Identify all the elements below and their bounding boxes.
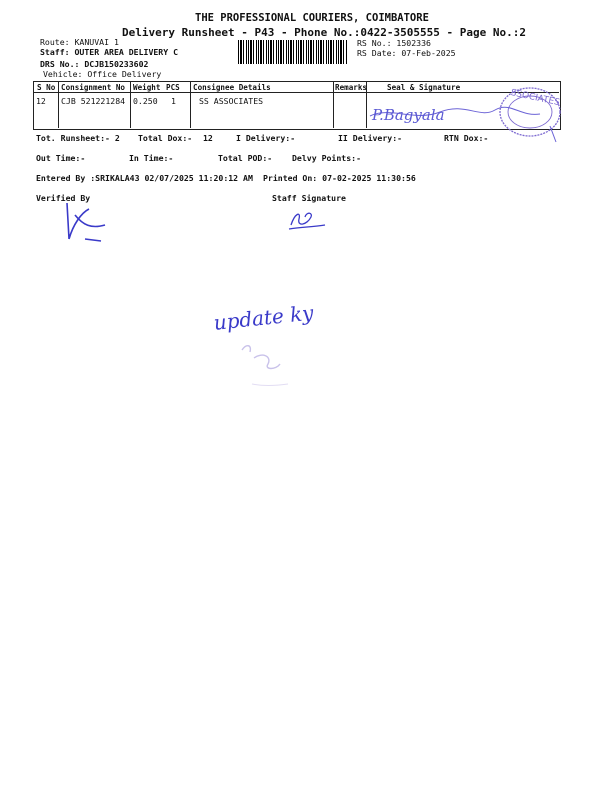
note-text: update ky bbox=[212, 300, 315, 335]
col-header-sno: S No bbox=[37, 83, 56, 92]
row-consignment-no: CJB 521221284 bbox=[61, 96, 126, 106]
tot-runsheet: Tot. Runsheet:- 2 bbox=[36, 133, 120, 143]
handwritten-note bbox=[210, 292, 340, 342]
total-pod: Total POD:- bbox=[218, 153, 273, 163]
rtn-dox: RTN Dox:- bbox=[444, 133, 489, 143]
row-sno: 12 bbox=[36, 96, 46, 106]
col-header-remarks: Remarks bbox=[335, 83, 368, 92]
row-consignee: SS ASSOCIATES bbox=[199, 96, 264, 106]
ii-delivery: II Delivery:- bbox=[338, 133, 403, 143]
staff-signature-mark bbox=[285, 205, 330, 235]
total-dox-value: 12 bbox=[203, 133, 213, 143]
i-delivery: I Delivery:- bbox=[236, 133, 296, 143]
seal-signature-name: P.Bagyala bbox=[372, 106, 445, 124]
row-weight: 0.250 bbox=[133, 96, 158, 106]
faint-stamp bbox=[232, 340, 302, 400]
company-title: THE PROFESSIONAL COURIERS, COIMBATORE bbox=[195, 12, 429, 24]
route-label: Route: KANUVAI 1 bbox=[40, 37, 119, 47]
barcode bbox=[238, 40, 348, 64]
total-dox-label: Total Dox:- bbox=[138, 133, 193, 143]
table-header-divider bbox=[33, 92, 559, 93]
table-col-divider bbox=[58, 81, 59, 128]
printed-on: Printed On: 07-02-2025 11:30:56 bbox=[263, 173, 416, 183]
col-header-consignment: Consignment No bbox=[61, 83, 126, 92]
verified-by-signature bbox=[55, 195, 115, 250]
rs-date: RS Date: 07-Feb-2025 bbox=[357, 48, 456, 58]
col-header-seal: Seal & Signature bbox=[387, 83, 461, 92]
table-col-divider bbox=[333, 81, 334, 128]
runsheet-title: Delivery Runsheet - P43 - Phone No.:0422-3505555 - Page No.:2 bbox=[122, 26, 526, 39]
col-header-pcs: PCS bbox=[166, 83, 180, 92]
entered-by: Entered By :SRIKALA43 02/07/2025 11:20:12 AM bbox=[36, 173, 253, 183]
rs-number: RS No.: 1502336 bbox=[357, 38, 431, 48]
staff-signature-label: Staff Signature bbox=[272, 193, 346, 203]
drs-number: DRS No.: DCJB150233602 bbox=[40, 59, 149, 69]
col-header-weight: Weight bbox=[133, 83, 161, 92]
row-pcs: 1 bbox=[171, 96, 176, 106]
col-header-consignee: Consignee Details bbox=[193, 83, 271, 92]
in-time: In Time:- bbox=[129, 153, 174, 163]
table-col-divider bbox=[190, 81, 191, 128]
out-time: Out Time:- bbox=[36, 153, 86, 163]
verified-by-label: Verified By bbox=[36, 193, 91, 203]
seal-ring-text: SSOCIATES bbox=[509, 88, 561, 109]
delvy-points: Delvy Points:- bbox=[292, 153, 362, 163]
vehicle-label: Vehicle: Office Delivery bbox=[43, 69, 162, 79]
table-col-divider bbox=[130, 81, 131, 128]
staff-label: Staff: OUTER AREA DELIVERY C bbox=[40, 47, 179, 57]
